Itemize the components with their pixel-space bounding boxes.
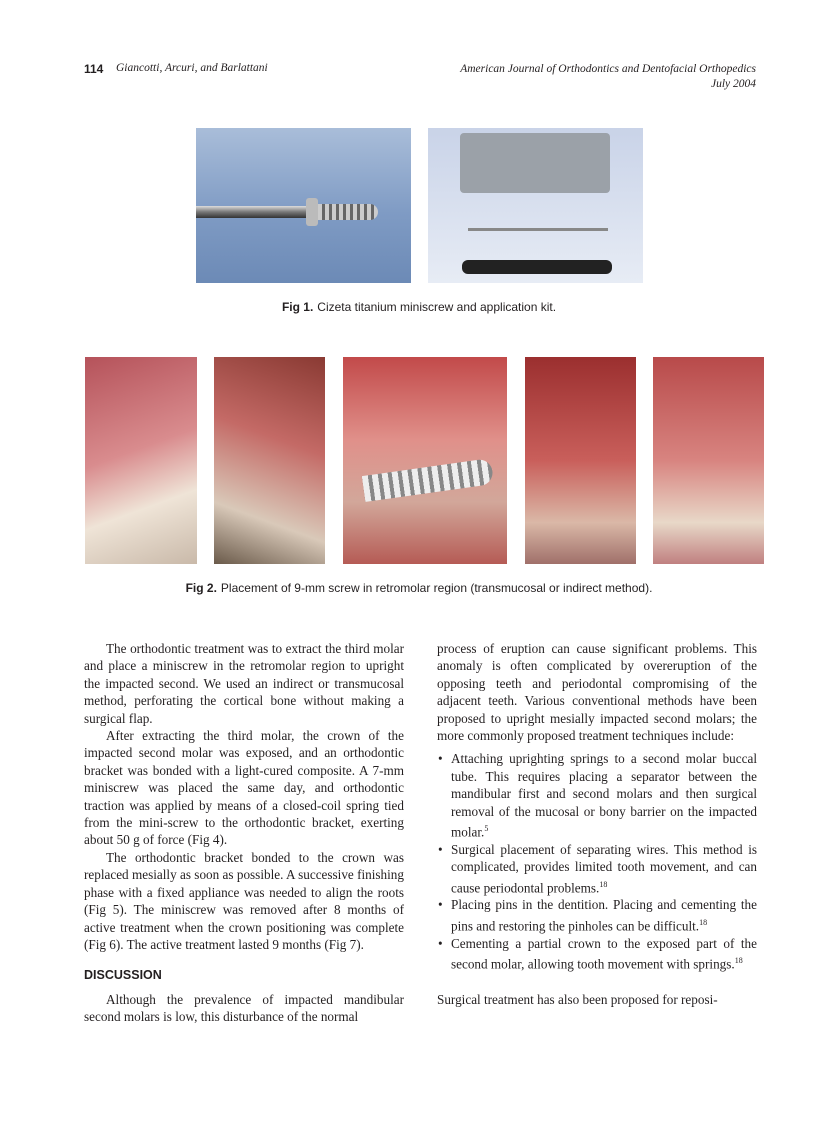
paragraph: Although the prevalence of impacted mandibular second molars is low, this disturbance of the normal [84,991,404,1025]
list-item [438,841,757,897]
issue-date: July 2004 [710,78,756,90]
fig2-label: Fig 2. [185,581,217,595]
fig1-photo-miniscrew [196,128,411,283]
fig1-caption [0,300,838,314]
left-column [84,640,404,1026]
paragraph: The orthodontic bracket bonded to the crown was replaced mesially as soon as possible. A successive finishing phase with a fixed appliance was needed to align the roots (Fig 5). The miniscrew was removed after 8 months of active treatment when the crown positioning was complete (Fig 6). The active treatment lasted 9 months (Fig 7). [84,849,404,952]
page-number: 114 [84,62,104,76]
citation: 18 [599,879,608,889]
fig2-photo-3 [343,357,507,564]
list-item-text: Cementing a partial crown to the exposed part of the second molar, allowing tooth movement with springs. [451,935,757,972]
citation: 18 [699,917,708,927]
citation: 5 [484,824,489,834]
paragraph: Surgical treatment has also been proposed for reposi- [437,991,718,1007]
bullet-list [437,750,757,972]
fig2-photo-1 [85,357,197,564]
fig2-photo-2 [214,357,325,564]
bullet: • [438,935,443,951]
list-item-text: Placing pins in the dentition. Placing and cementing the pins and restoring the pinholes can be difficult. [451,897,757,934]
fig1-caption-text: Cizeta titanium miniscrew and application kit. [317,300,557,314]
list-item-text: Attaching uprighting springs to a second molar buccal tube. This requires placing a separator between the mandibular first and second molars and then surgical removal of the mucosal or bony barrier on the impacted molar. [451,751,757,840]
paragraph: process of eruption can cause significant problems. This anomaly is often complicated by overeruption of the opposing teeth and periodontal compromising of the adjacent teeth. Various conventional methods have been proposed to upright mesially impacted second molars; the more commonly proposed treatment techniques include: [437,641,757,744]
right-column [437,640,757,1008]
bullet: • [438,897,443,913]
fig2-photo-4 [525,357,636,564]
list-item [438,896,757,934]
journal-title: American Journal of Orthodontics and Dentofacial Orthopedics [460,63,756,75]
paragraph: After extracting the third molar, the crown of the impacted second molar was exposed, and an orthodontic bracket was bonded with a light-cured composite. A 7-mm miniscrew was placed the same day, and orthodontic traction was applied by means of a closed-coil spring tied from the mini-screw to the orthodontic bracket, exerting about 50 g of force (Fig 4). [84,728,404,848]
paragraph: The orthodontic treatment was to extract the third molar and place a miniscrew in the retromolar region to upright the impacted second. We used an indirect or transmucosal method, perforating the cortical bone without making a surgical flap. [84,641,404,726]
list-item-text: Surgical placement of separating wires. This method is complicated, provides limited tooth movement, and can cause periodontal problems. [451,841,757,896]
journal-header [460,62,756,92]
fig2-photo-5 [653,357,764,564]
list-item [438,750,757,840]
fig2-caption [0,581,838,595]
fig1-label: Fig 1. [281,300,314,314]
section-heading: DISCUSSION [84,968,162,983]
fig1-photo-kit [428,128,643,283]
list-item [438,935,757,973]
bullet: • [438,751,443,767]
fig2-caption-text: Placement of 9-mm screw in retromolar region (transmucosal or indirect method). [220,581,653,595]
running-authors: Giancotti, Arcuri, and Barlattani [116,62,268,74]
bullet: • [438,841,443,857]
citation: 18 [734,956,743,966]
